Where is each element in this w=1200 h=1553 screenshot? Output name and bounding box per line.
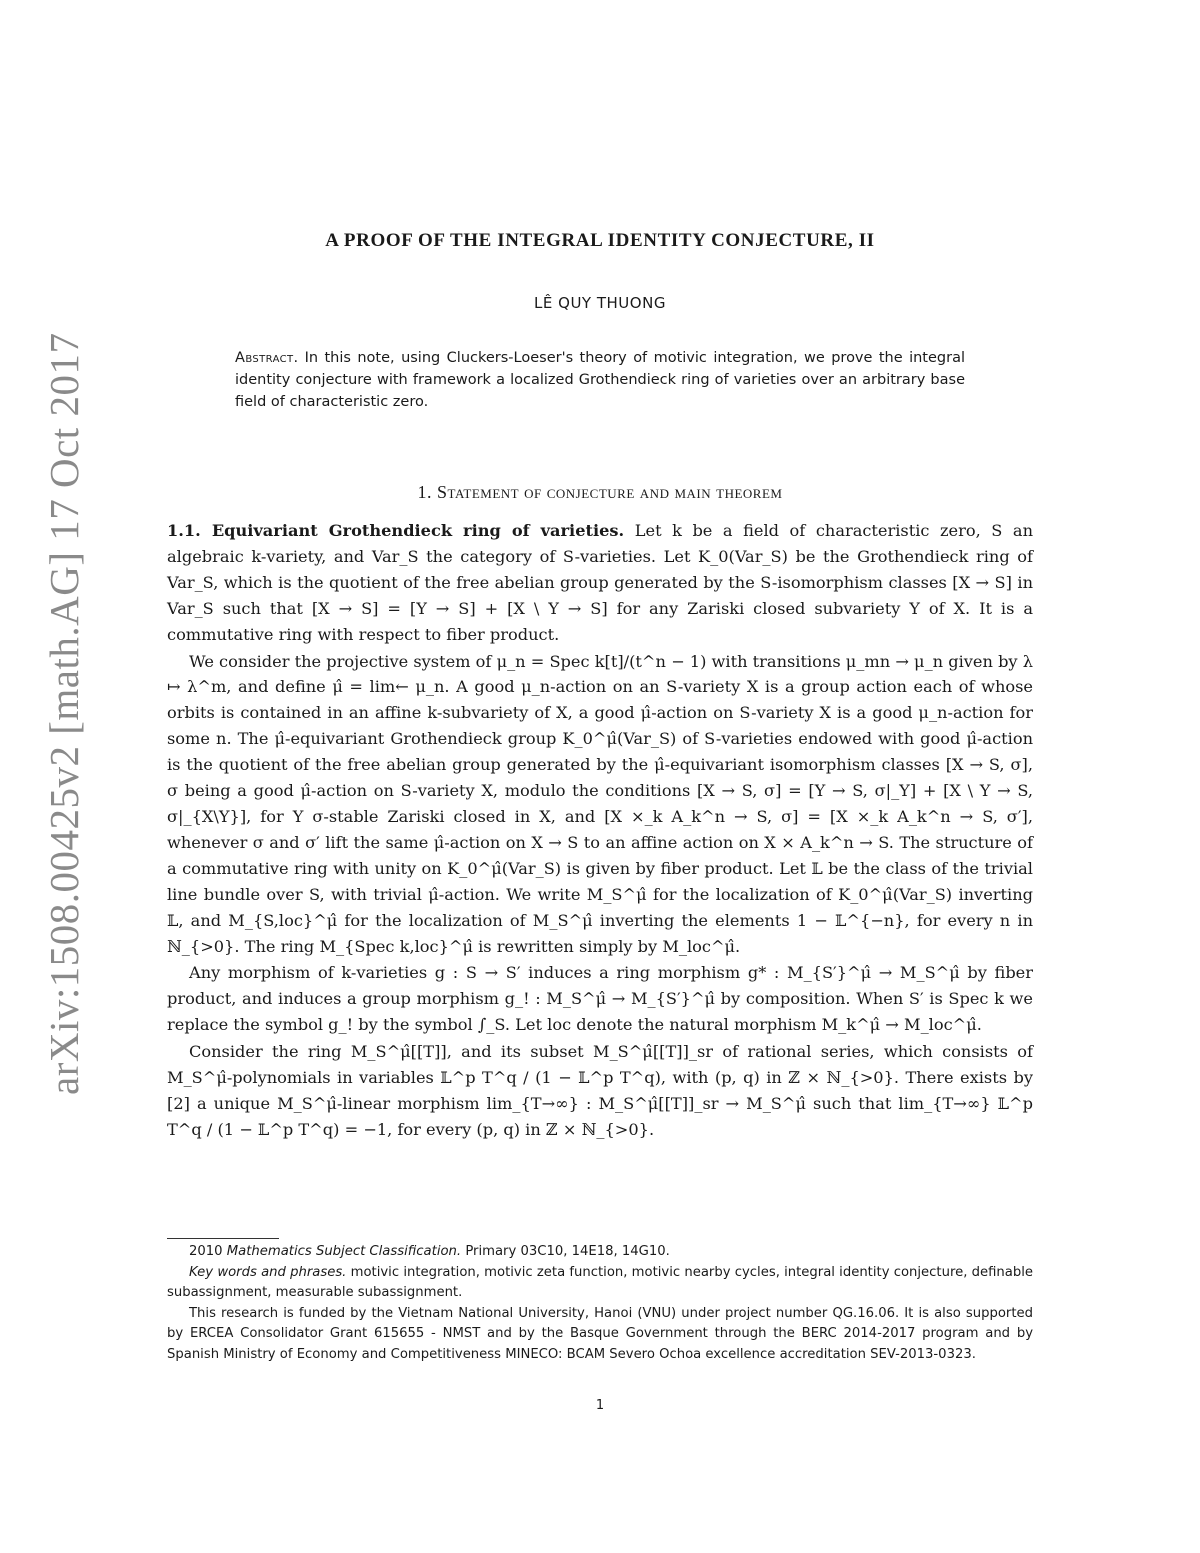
keywords-text: motivic integration, motivic zeta function, motivic nearby cycles, integral identity conjecture, definable subassignment, measurable subassignment. [167,1264,1033,1300]
msc-year: 2010 [189,1244,223,1259]
footnote-msc [167,1242,1033,1263]
paragraph-text: Let k be a field of characteristic zero, S an algebraic k-variety, and Var_S the category of S-varieties. Let K_0(Var_S) be the Grothendieck ring of Var_S, which is the quotient of the free abelian group generated by the S-isomorphism classes [X → S] in Var_S such that [X → S] = [Y → S] + [X \ Y → S] for any Zariski closed subvariety Y of X. It is a commutative ring with respect to fiber product. [167,521,1033,644]
keywords-label: Key words and phrases. [189,1264,347,1280]
abstract-text: In this note, using Cluckers-Loeser's theory of motivic integration, we prove the integral identity conjecture with framework a localized Grothendieck ring of varieties over an arbitrary base field of characteristic zero. [235,350,965,410]
arxiv-identifier-stamp: arXiv:1508.00425v2 [math.AG] 17 Oct 2017 [41,332,87,1095]
section-heading: 1. Statement of conjecture and main theorem [417,482,783,502]
paragraph: Any morphism of k-varieties g : S → S′ induces a ring morphism g* : M_{S′}^μ̂ → M_S^μ̂ by fiber product, and induces a group morphism g_! : M_S^μ̂ → M_{S′}^μ̂ by composition. When S′ is Spec k we replace the symbol g_! by the symbol ∫_S. Let loc denote the natural morphism M_k^μ̂ → M_loc^μ̂. [167,963,1033,1035]
footnote-keywords [167,1263,1033,1304]
abstract [235,347,965,413]
page-number: 1 [595,1398,605,1413]
footnote-funding: This research is funded by the Vietnam National University, Hanoi (VNU) under project number QG.16.06. It is also supported by ERCEA Consolidator Grant 615655 - NMST and by the Basque Government through the BERC 2014-2017 program and by Spanish Ministry of Economy and Competitiveness MINECO: BCAM Severo Ochoa excellence accreditation SEV-2013-0323. [167,1305,1033,1362]
subsection-heading: 1.1. Equivariant Grothendieck ring of varieties. [167,521,625,540]
paragraph: Consider the ring M_S^μ̂[[T]], and its subset M_S^μ̂[[T]]_sr of rational series, which consists of M_S^μ̂-polynomials in variables 𝕃^p T^q / (1 − 𝕃^p T^q), with (p, q) in ℤ × ℕ_{>0}. There exists by [2] a unique M_S^μ̂-linear morphism lim_{T→∞} : M_S^μ̂[[T]]_sr → M_S^μ̂ such that lim_{T→∞} 𝕃^p T^q / (1 − 𝕃^p T^q) = −1, for every (p, q) in ℤ × ℕ_{>0}. [167,1042,1033,1139]
section-body [167,518,1033,1143]
footnote-divider [167,1238,279,1239]
abstract-label: Abstract. [235,350,299,366]
paper-author: LÊ QUY THUONG [534,294,666,312]
paragraph [167,518,1033,648]
paragraph: We consider the projective system of μ_n = Spec k[t]/(t^n − 1) with transitions μ_mn → μ_n given by λ ↦ λ^m, and define μ̂ = lim← μ_n. A good μ_n-action on an S-variety X is a group action each of whose orbits is contained in an affine k-subvariety of X, a good μ̂-action on S-variety X is a good μ_n-action for some n. The μ̂-equivariant Grothendieck group K_0^μ̂(Var_S) of S-varieties endowed with good μ̂-action is the quotient of the free abelian group generated by the μ̂-equivariant isomorphism classes [X → S, σ], σ being a good μ̂-action on S-variety X, modulo the conditions [X → S, σ] = [Y → S, σ|_Y] + [X \ Y → S, σ|_{X\Y}], for Y σ-stable Zariski closed in X, and [X ×_k A_k^n → S, σ] = [X ×_k A_k^n → S, σ′], whenever σ and σ′ lift the same μ̂-action on X → S to an affine action on X × A_k^n → S. The structure of a commutative ring with unity on K_0^μ̂(Var_S) is given by fiber product. Let 𝕃 be the class of the trivial line bundle over S, with trivial μ̂-action. We write M_S^μ̂ for the localization of K_0^μ̂(Var_S) inverting 𝕃, and M_{S,loc}^μ̂ for the localization of M_S^μ̂ inverting the elements 1 − 𝕃^{−n}, for every n in ℕ_{>0}. The ring M_{Spec k,loc}^μ̂ is rewritten simply by M_loc^μ̂. [167,651,1033,956]
footnotes [167,1242,1033,1365]
msc-text: Primary 03C10, 14E18, 14G10. [465,1244,670,1259]
msc-label: Mathematics Subject Classification. [226,1244,462,1259]
paper-title: A PROOF OF THE INTEGRAL IDENTITY CONJECTURE, II [325,230,875,251]
